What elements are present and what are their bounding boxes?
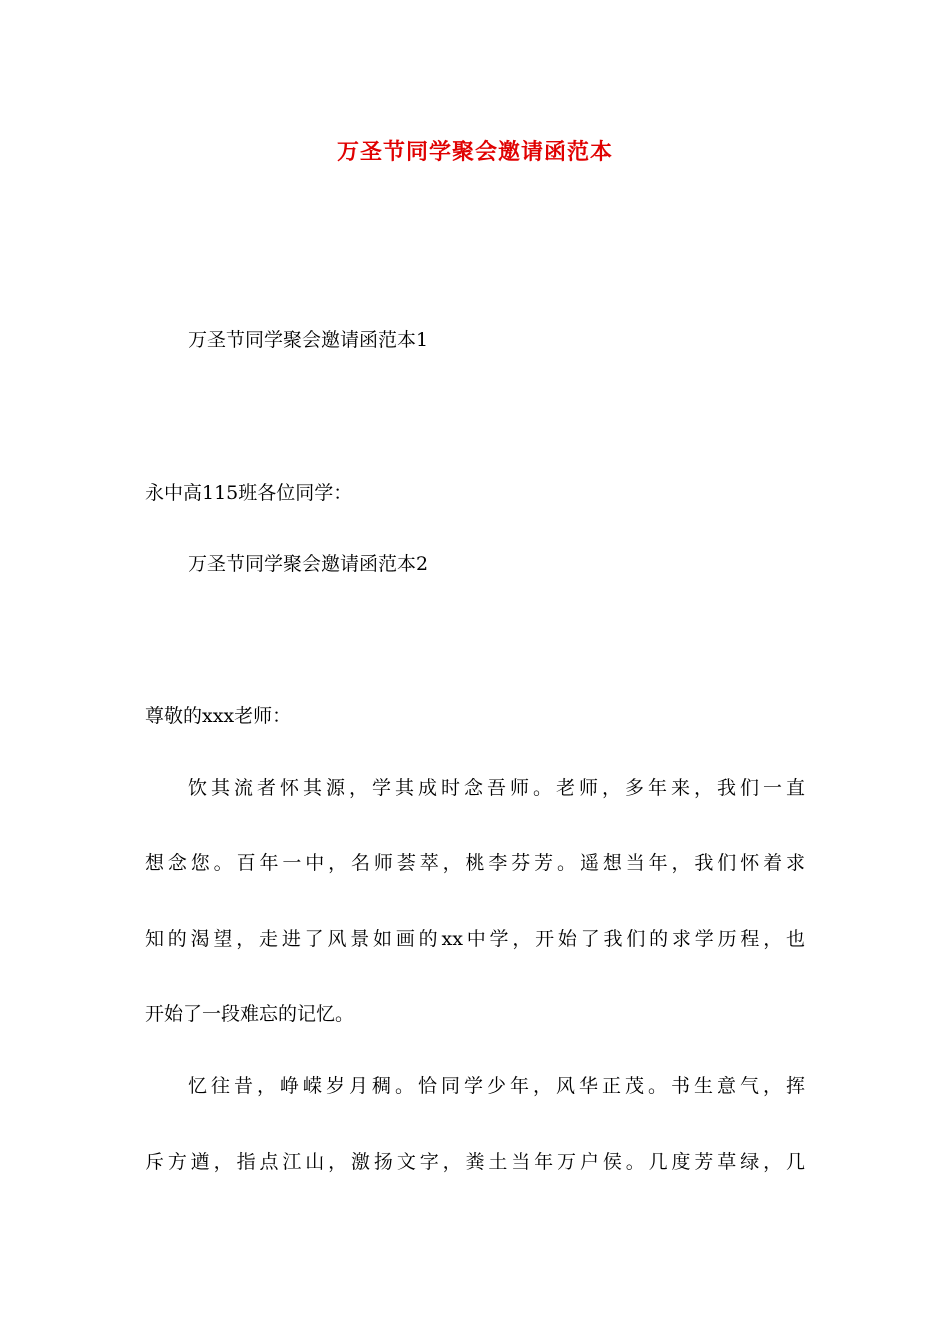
section-heading-1: 万圣节同学聚会邀请函范本1 [188, 329, 429, 351]
paragraph-line: 忆往昔，峥嵘岁月稠。恰同学少年，风华正茂。书生意气，挥 [188, 1075, 805, 1097]
paragraph-line: 知的渴望，走进了风景如画的xx中学，开始了我们的求学历程，也 [145, 928, 805, 950]
salutation-students: 永中高115班各位同学： [145, 482, 353, 504]
paragraph-line: 饮其流者怀其源，学其成时念吾师。老师，多年来，我们一直 [188, 777, 805, 799]
paragraph-line: 想念您。百年一中，名师荟萃，桃李芬芳。遥想当年，我们怀着求 [145, 852, 805, 874]
salutation-teacher: 尊敬的xxx老师： [145, 705, 292, 727]
document-title: 万圣节同学聚会邀请函范本 [336, 139, 613, 165]
paragraph-line: 斥方遒，指点江山，激扬文字，粪土当年万户侯。几度芳草绿，几 [145, 1151, 805, 1173]
paragraph-line: 开始了一段难忘的记忆。 [145, 1003, 355, 1025]
section-heading-2: 万圣节同学聚会邀请函范本2 [188, 553, 429, 575]
